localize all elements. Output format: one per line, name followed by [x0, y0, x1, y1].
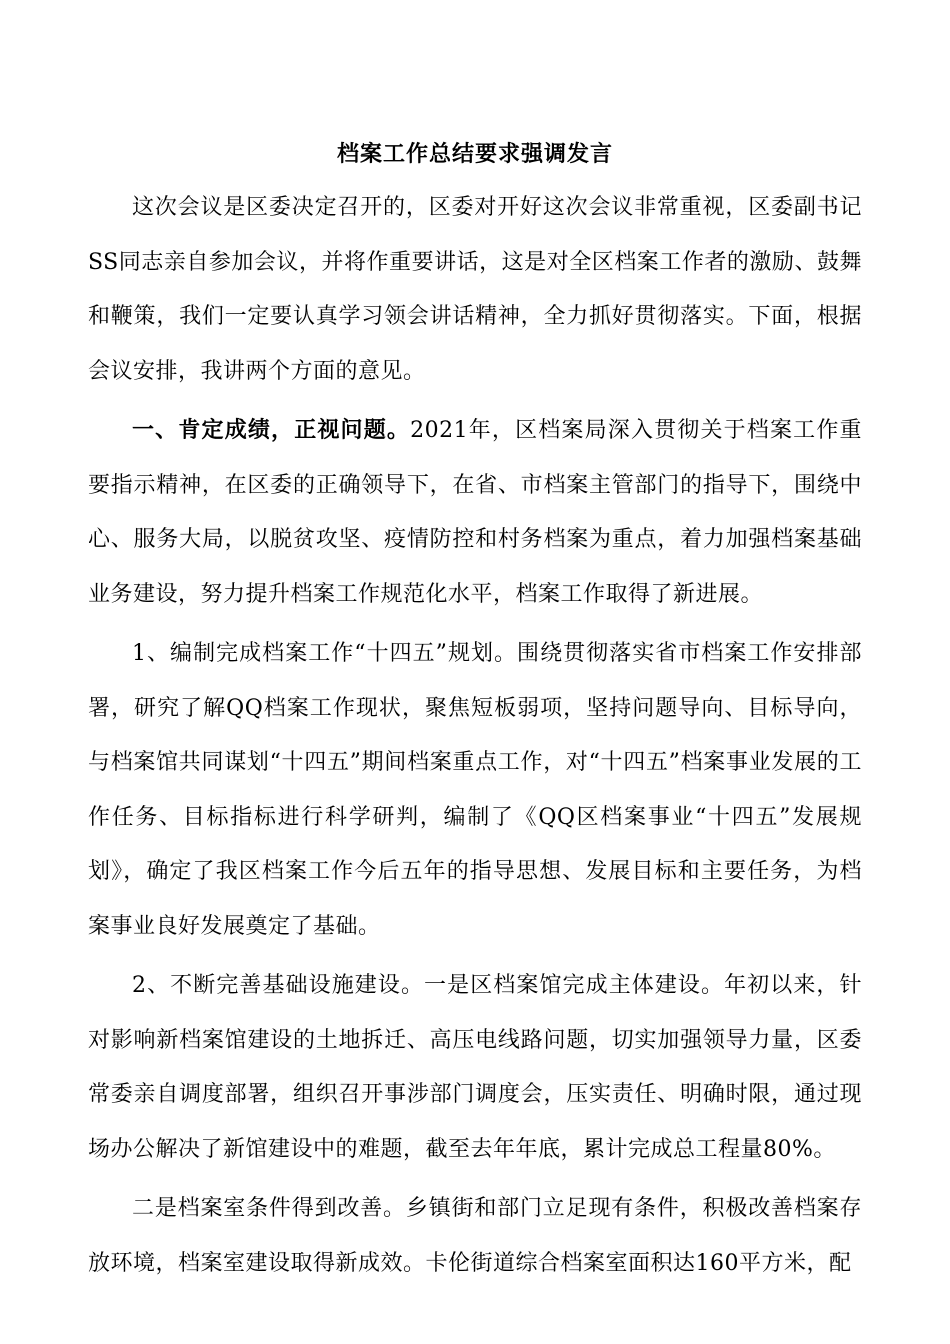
document-body	[88, 180, 862, 1291]
paragraph-item-one	[88, 626, 862, 954]
paragraph-lead: 一、肯定成绩，正视问题。	[132, 417, 411, 443]
paragraph-section-one	[88, 403, 862, 622]
paragraph-text: 2021年，区档案局深入贯彻关于档案工作重要指示精神，在区委的正确领导下，在省、市档案主管部门的指导下，围绕中心、服务大局，以脱贫攻坚、疫情防控和村务档案为重点，着力加强档案基础业务建设，努力提升档案工作规范化水平，档案工作取得了新进展。	[88, 418, 862, 607]
paragraph-item-two	[88, 958, 862, 1177]
paragraph-text: 2、不断完善基础设施建设。一是区档案馆完成主体建设。年初以来，针对影响新档案馆建设的土地拆迁、高压电线路问题，切实加强领导力量，区委常委亲自调度部署，组织召开事涉部门调度会，压实责任、明确时限，通过现场办公解决了新馆建设中的难题，截至去年年底，累计完成总工程量80%。	[88, 973, 862, 1162]
paragraph-intro	[88, 180, 862, 399]
paragraph-text: 1、编制完成档案工作“十四五”规划。围绕贯彻落实省市档案工作安排部署，研究了解QQ档案工作现状，聚焦短板弱项，坚持问题导向、目标导向，与档案馆共同谋划“十四五”期间档案重点工作，对“十四五”档案事业发展的工作任务、目标指标进行科学研判，编制了《QQ区档案事业“十四五”发展规划》，确定了我区档案工作今后五年的指导思想、发展目标和主要任务，为档案事业良好发展奠定了基础。	[88, 641, 862, 939]
paragraph-sub-two	[88, 1181, 862, 1291]
document-title: 档案工作总结要求强调发言	[336, 141, 613, 167]
paragraph-text: 二是档案室条件得到改善。乡镇街和部门立足现有条件，积极改善档案存放环境，档案室建设取得新成效。卡伦街道综合档案室面积达160平方米，配	[88, 1196, 862, 1276]
paragraph-text: 这次会议是区委决定召开的，区委对开好这次会议非常重视，区委副书记SS同志亲自参加会议，并将作重要讲话，这是对全区档案工作者的激励、鼓舞和鞭策，我们一定要认真学习领会讲话精神，全力抓好贯彻落实。下面，根据会议安排，我讲两个方面的意见。	[88, 195, 862, 384]
